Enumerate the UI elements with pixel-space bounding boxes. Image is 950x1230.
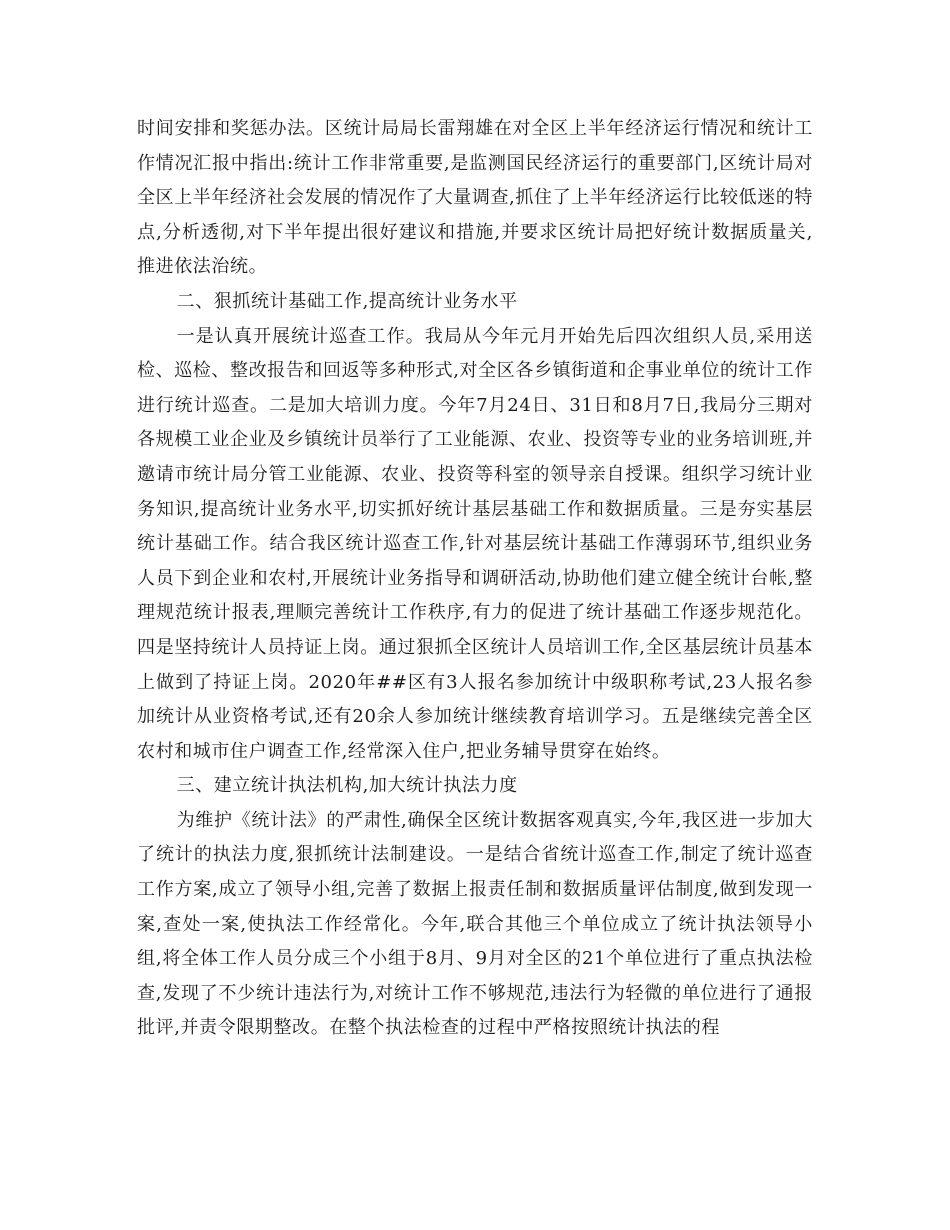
section-heading-2: 二、狠抓统计基础工作,提高统计业务水平 bbox=[176, 290, 518, 312]
paragraph-section-2-body: 一是认真开展统计巡查工作。我局从今年元月开始先后四次组织人员,采用送检、巡检、整改报告和回返等多种形式,对全区各乡镇街道和企事业单位的统计工作进行统计巡查。二是加大培训力度。今年7月24日、31日和8月7日,我局分三期对各规模工业企业及乡镇统计员举行了工业能源、农业、投资等专业的业务培训班,并邀请市统计局分管工业能源、农业、投资等科室的领导亲自授课。组织学习统计业务知识,提高统计业务水平,切实抓好统计基层基础工作和数据质量。三是夯实基层统计基础工作。结合我区统计巡查工作,针对基层统计基础工作薄弱环节,组织业务人员下到企业和农村,开展统计业务指导和调研活动,协助他们建立健全统计台帐,整理规范统计报表,理顺完善统计工作秩序,有力的促进了统计基础工作逐步规范化。四是坚持统计人员持证上岗。通过狠抓全区统计人员培训工作,全区基层统计员基本上做到了持证上岗。2020年##区有3人报名参加统计中级职称考试,23人报名参加统计从业资格考试,还有20余人参加统计继续教育培训学习。五是继续完善全区农村和城市住户调查工作,经常深入住户,把业务辅导贯穿在始终。 bbox=[137, 325, 813, 762]
paragraph-section-3-body: 为维护《统计法》的严肃性,确保全区统计数据客观真实,今年,我区进一步加大了统计的执法力度,狠抓统计法制建设。一是结合省统计巡查工作,制定了统计巡查工作方案,成立了领导小组,完善了数据上报责任制和数据质量评估制度,做到发现一案,查处一案,使执法工作经常化。今年,联合其他三个单位成立了统计执法领导小组,将全体工作人员分成三个小组于8月、9月对全区的21个单位进行了重点执法检查,发现了不少统计违法行为,对统计工作不够规范,违法行为轻微的单位进行了通报批评,并责令限期整改。在整个执法检查的过程中严格按照统计执法的程 bbox=[137, 809, 813, 1039]
section-heading-3: 三、建立统计执法机构,加大统计执法力度 bbox=[176, 775, 518, 797]
document-body bbox=[137, 112, 813, 1046]
paragraph-continuation: 时间安排和奖惩办法。区统计局局长雷翔雄在对全区上半年经济运行情况和统计工作情况汇报中指出:统计工作非常重要,是监测国民经济运行的重要部门,区统计局对全区上半年经济社会发展的情况作了大量调查,抓住了上半年经济运行比较低迷的特点,分析透彻,对下半年提出很好建议和措施,并要求区统计局把好统计数据质量关,推进依法治统。 bbox=[137, 118, 813, 278]
